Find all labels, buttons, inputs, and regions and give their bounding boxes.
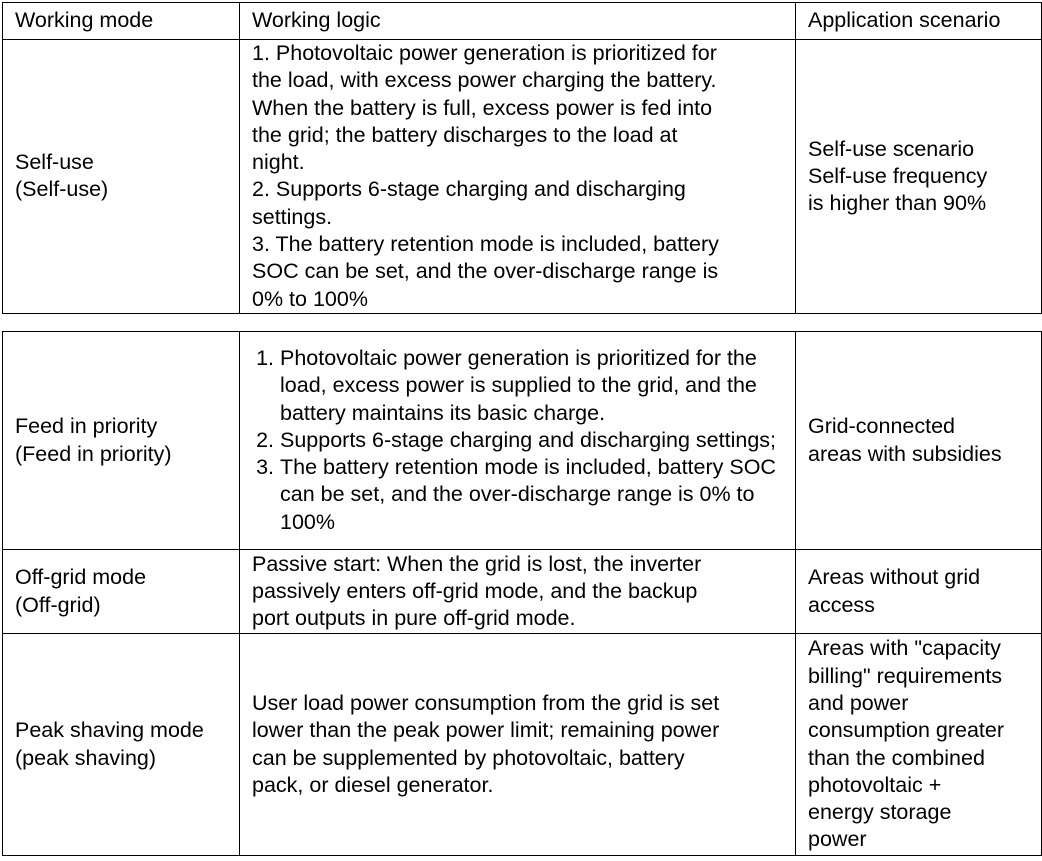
mode-cell bbox=[3, 40, 240, 314]
logic-steps-list bbox=[252, 345, 787, 536]
table-row-feed-in-priority bbox=[3, 332, 1042, 550]
mode-name: Self-use bbox=[15, 150, 94, 175]
scenario-line: Grid-connected bbox=[808, 414, 955, 439]
logic-line: 0% to 100% bbox=[252, 286, 368, 311]
header-working-mode: Working mode bbox=[3, 3, 240, 40]
mode-alias: (Off-grid) bbox=[15, 592, 101, 617]
mode-alias: (Self-use) bbox=[15, 177, 109, 202]
logic-line: passively enters off-grid mode, and the backup bbox=[252, 578, 698, 603]
mode-name: Peak shaving mode bbox=[15, 718, 204, 743]
logic-line: port outputs in pure off-grid mode. bbox=[252, 606, 576, 631]
logic-line: User load power consumption from the grid is set bbox=[252, 690, 720, 715]
scenario-line: Areas with "capacity bbox=[808, 636, 1001, 661]
scenario-line: and power bbox=[808, 690, 909, 715]
header-working-logic: Working logic bbox=[240, 3, 796, 40]
table-row-self-use bbox=[3, 40, 1042, 314]
logic-line: 3. The battery retention mode is included, battery bbox=[252, 232, 719, 257]
scenario-line: photovoltaic + bbox=[808, 772, 942, 797]
logic-line: settings. bbox=[252, 204, 333, 229]
mode-cell bbox=[3, 634, 240, 856]
logic-cell bbox=[240, 634, 796, 856]
logic-line: the grid; the battery discharges to the load at bbox=[252, 122, 678, 147]
scenario-line: is higher than 90% bbox=[808, 191, 987, 216]
logic-line: 1. Photovoltaic power generation is prioritized for bbox=[252, 41, 717, 65]
scenario-line: access bbox=[808, 592, 875, 617]
logic-cell bbox=[240, 332, 796, 550]
scenario-line: Self-use frequency bbox=[808, 163, 988, 188]
mode-cell bbox=[3, 332, 240, 550]
logic-step: 1. Photovoltaic power generation is prioritized for the load, excess power is supplied to the grid, and the battery maintains its basic charge. bbox=[280, 345, 787, 427]
logic-cell bbox=[240, 550, 796, 634]
scenario-cell bbox=[796, 332, 1042, 550]
logic-line: night. bbox=[252, 150, 305, 175]
logic-line: 2. Supports 6-stage charging and discharging bbox=[252, 177, 686, 202]
scenario-cell bbox=[796, 550, 1042, 634]
scenario-cell bbox=[796, 634, 1042, 856]
scenario-line: consumption greater bbox=[808, 718, 1004, 743]
scenario-line: than the combined bbox=[808, 745, 985, 770]
working-modes-table-part-1 bbox=[2, 2, 1042, 314]
logic-step: 2. Supports 6-stage charging and discharging settings; bbox=[280, 427, 787, 454]
scenario-line: Areas without grid bbox=[808, 565, 981, 590]
table-row-off-grid bbox=[3, 550, 1042, 634]
scenario-line: Self-use scenario bbox=[808, 136, 975, 161]
logic-line: pack, or diesel generator. bbox=[252, 772, 494, 797]
header-application-scenario: Application scenario bbox=[796, 3, 1042, 40]
logic-line: When the battery is full, excess power is fed into bbox=[252, 95, 713, 120]
logic-step: 3. The battery retention mode is included, battery SOC can be set, and the over-discharge range is 0% to 100% bbox=[280, 454, 787, 536]
mode-cell bbox=[3, 550, 240, 634]
logic-cell bbox=[240, 40, 796, 314]
scenario-line: power bbox=[808, 827, 867, 852]
header-row bbox=[3, 3, 1042, 40]
logic-line: can be supplemented by photovoltaic, battery bbox=[252, 745, 685, 770]
logic-line: Passive start: When the grid is lost, the inverter bbox=[252, 551, 702, 576]
mode-name: Feed in priority bbox=[15, 414, 158, 439]
mode-alias: (Feed in priority) bbox=[15, 441, 172, 466]
logic-line: the load, with excess power charging the battery. bbox=[252, 68, 717, 93]
logic-line: lower than the peak power limit; remaining power bbox=[252, 718, 720, 743]
table-row-peak-shaving bbox=[3, 634, 1042, 856]
scenario-line: billing" requirements bbox=[808, 663, 1003, 688]
scenario-line: areas with subsidies bbox=[808, 441, 1002, 466]
mode-name: Off-grid mode bbox=[15, 565, 147, 590]
working-modes-table-part-2 bbox=[2, 331, 1042, 856]
scenario-cell bbox=[796, 40, 1042, 314]
logic-line: SOC can be set, and the over-discharge range is bbox=[252, 259, 719, 284]
scenario-line: energy storage bbox=[808, 800, 952, 825]
mode-alias: (peak shaving) bbox=[15, 745, 157, 770]
